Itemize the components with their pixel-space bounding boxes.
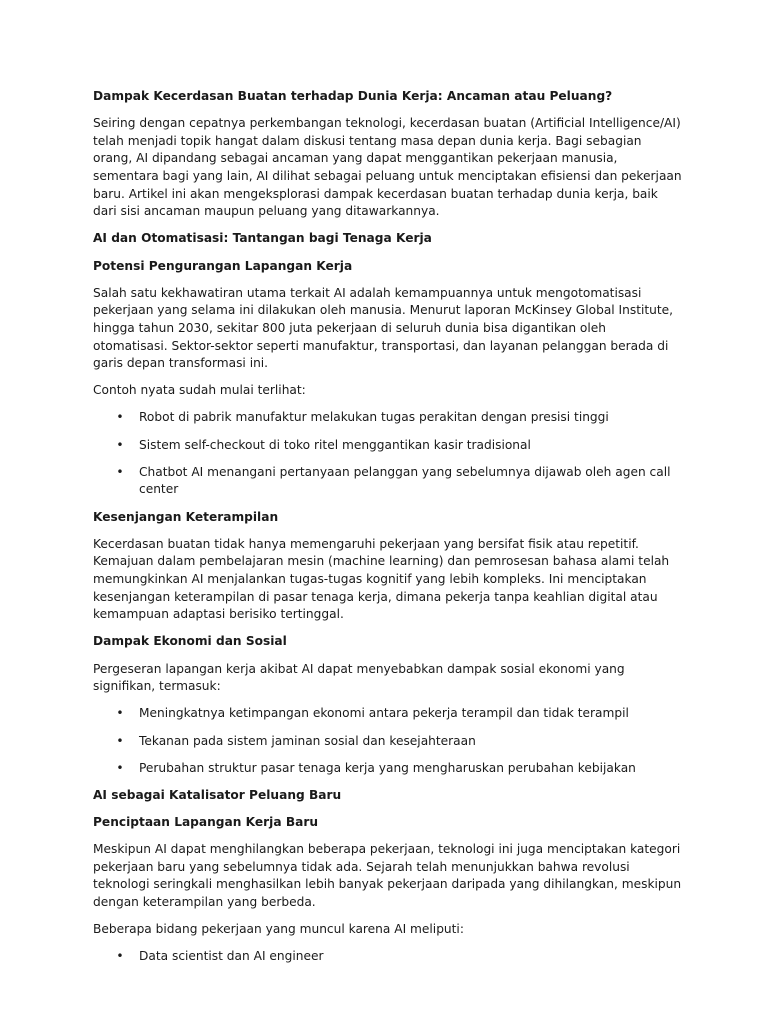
subsection-job-reduction-heading: Potensi Pengurangan Lapangan Kerja [93,258,353,273]
list-item: • Perubahan struktur pasar tenaga kerja yang mengharuskan perubahan kebijakan [93,760,682,778]
subsection-new-jobs-heading: Penciptaan Lapangan Kerja Baru [93,815,319,830]
section-2-heading: AI sebagai Katalisator Peluang Baru [93,787,342,802]
document-title: Dampak Kecerdasan Buatan terhadap Dunia Kerja: Ancaman atau Peluang? [93,89,613,103]
bullet-icon: • [116,464,124,479]
job-reduction-paragraph: Salah satu kekhawatiran utama terkait AI adalah kemampuannya untuk mengotomatisasi pekerjaan yang selama ini dilakukan oleh manusia. Menurut laporan McKinsey Global Institute, hingga tahun 2030, sekitar 800 juta pekerjaan di seluruh dunia bisa digantikan oleh otomatisasi. Sektor-sektor seperti manufaktur, transportasi, dan layanan pelanggan berada di garis depan transformasi ini. [93,285,674,371]
subsection-socioeconomic-heading: Dampak Ekonomi dan Sosial [93,634,287,649]
examples-intro: Contoh nyata sudah mulai terlihat: [93,383,306,398]
bullet-icon: • [116,410,124,425]
list-item: • Chatbot AI menangani pertanyaan pelanggan yang sebelumnya dijawab oleh agen call center [116,464,671,497]
bullet-icon: • [116,733,124,748]
socioeconomic-paragraph: Pergeseran lapangan kerja akibat AI dapat menyebabkan dampak sosial ekonomi yang signifikan, termasuk: [93,661,625,694]
bullet-icon: • [116,760,124,775]
list-item: • Meningkatnya ketimpangan ekonomi antara pekerja terampil dan tidak terampil [93,705,682,723]
intro-paragraph: Seiring dengan cepatnya perkembangan teknologi, kecerdasan buatan (Artificial Intelligence/AI) telah menjadi topik hangat dalam diskusi tentang masa depan dunia kerja. Bagi sebagian orang, AI dipandang sebagai ancaman yang dapat menggantikan pekerjaan manusia, sementara bagi yang lain, AI dilihat sebagai peluang untuk menciptakan efisiensi dan pekerjaan baru. Artikel ini akan mengeksplorasi dampak kecerdasan buatan terhadap dunia kerja, baik dari sisi ancaman maupun peluang yang ditawarkannya. [93,116,682,219]
list-item: • Data scientist dan AI engineer [93,948,682,966]
impacts-list [93,705,682,777]
subsection-skills-gap-heading: Kesenjangan Keterampilan [93,509,279,524]
bullet-icon: • [116,706,124,721]
section-1-heading: AI dan Otomatisasi: Tantangan bagi Tenaga Kerja [93,231,432,246]
examples-list [93,409,682,499]
bullet-icon: • [116,949,124,964]
list-item: • Sistem self-checkout di toko ritel menggantikan kasir tradisional [93,437,682,455]
new-fields-intro: Beberapa bidang pekerjaan yang muncul karena AI meliputi: [93,922,464,937]
new-jobs-paragraph: Meskipun AI dapat menghilangkan beberapa pekerjaan, teknologi ini juga menciptakan kategori pekerjaan baru yang sebelumnya tidak ada. Sejarah telah menunjukkan bahwa revolusi teknologi seringkali menghasilkan lebih banyak pekerjaan daripada yang dihilangkan, meskipun dengan keterampilan yang berbeda. [93,842,682,910]
skills-gap-paragraph: Kecerdasan buatan tidak hanya memengaruhi pekerjaan yang bersifat fisik atau repetitif. Kemajuan dalam pembelajaran mesin (machine learning) dan pemrosesan bahasa alami telah memungkinkan AI menjalankan tugas-tugas kognitif yang lebih kompleks. Ini menciptakan kesenjangan keterampilan di pasar tenaga kerja, dimana pekerja tanpa keahlian digital atau kemampuan adaptasi berisiko tertinggal. [93,536,670,622]
list-item: • Tekanan pada sistem jaminan sosial dan kesejahteraan [93,733,682,751]
list-item: • Robot di pabrik manufaktur melakukan tugas perakitan dengan presisi tinggi [93,409,682,427]
new-fields-list [93,948,682,966]
bullet-icon: • [116,437,124,452]
